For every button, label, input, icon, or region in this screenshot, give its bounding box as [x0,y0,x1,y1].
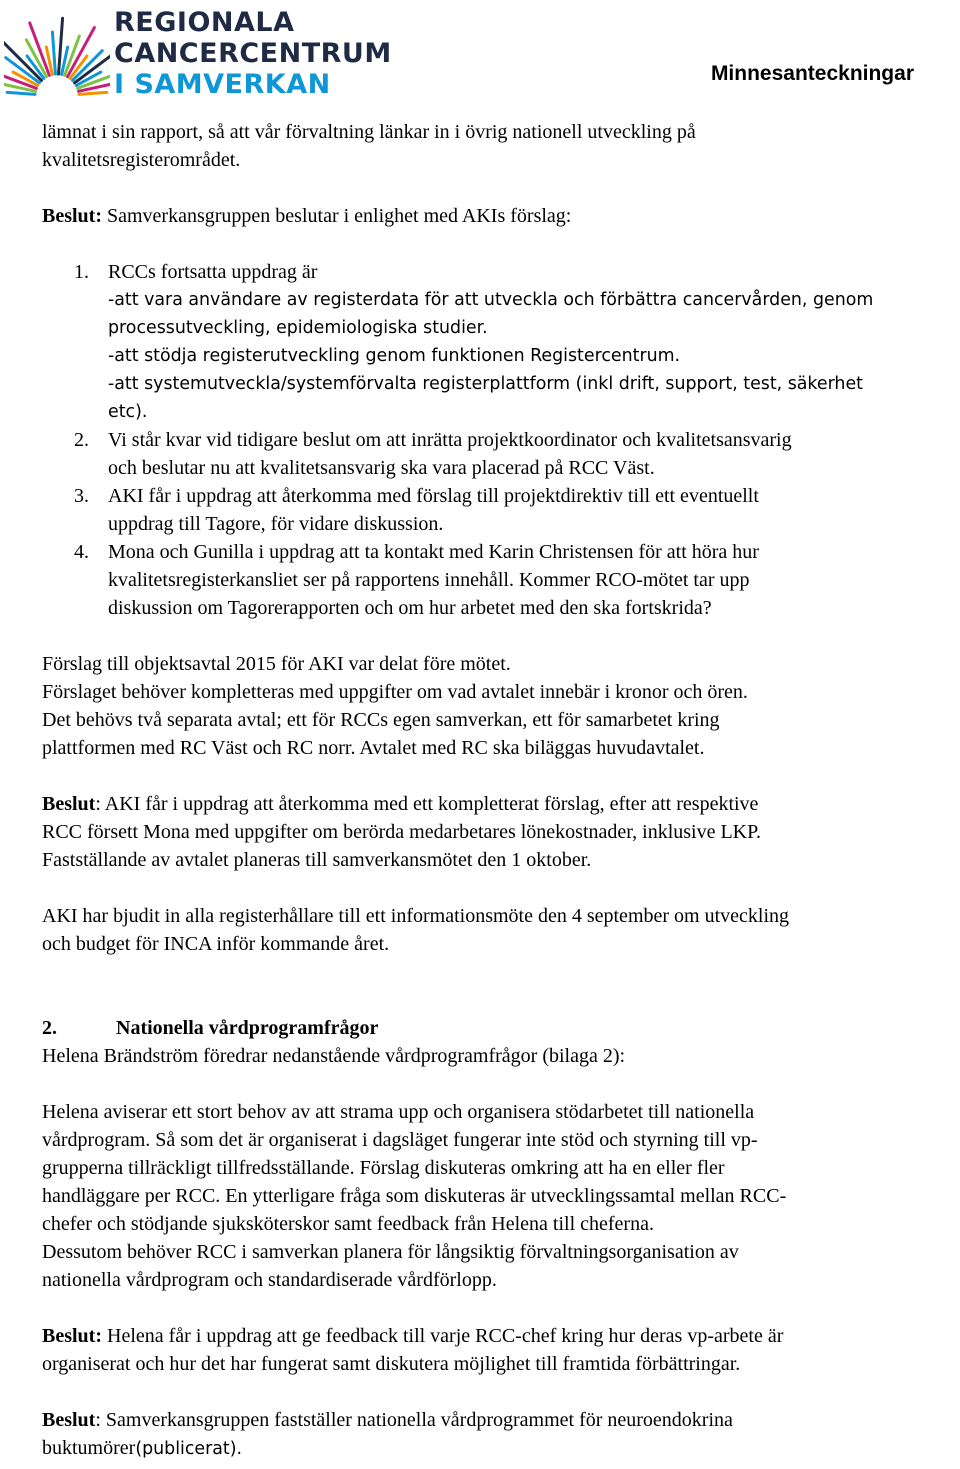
logo-wordmark [114,7,392,100]
logo-mark-icon [4,4,110,96]
list-line: Vi står kvar vid tidigare beslut om att inrätta projektkoordinator och kvalitetsansvarig [108,429,792,451]
logo-line-2: CANCERCENTRUM [114,38,392,69]
helena-line-2: vårdprogram. Så som det är organiserat i dagsläget fungerar inte stöd och styrning till vp- [42,1129,758,1151]
decision-list [42,258,956,622]
intro-line-1: lämnat i sin rapport, så att vår förvaltning länkar in i övrig nationell utveckling på [42,121,696,143]
beslut-text: Samverkansgruppen beslutar i enlighet med AKIs förslag: [102,205,572,227]
logo-ray [7,92,35,94]
list-line: Mona och Gunilla i uppdrag att ta kontakt med Karin Christensen för att höra hur [108,541,759,563]
list-number: 2. [74,429,89,451]
beslut-text: : AKI får i uppdrag att återkomma med ett kompletterat förslag, efter att respektive [95,793,759,815]
list-line: diskussion om Tagorerapporten och om hur arbetet med den ska fortskrida? [108,597,712,619]
logo-ray [79,92,107,94]
logo-line-3: I SAMVERKAN [114,69,331,100]
beslut-text: : Samverkansgruppen fastställer nationella vårdprogrammet för neuroendokrina [95,1409,733,1431]
list-line: uppdrag till Tagore, för vidare diskussion. [108,513,444,535]
beslut-label: Beslut: [42,205,102,227]
aki-line-1: AKI har bjudit in alla registerhållare till ett informationsmöte den 4 september om utveckling [42,905,790,927]
logo-ray [52,32,55,74]
list-item [42,482,956,538]
list-line: -att systemutveckla/systemförvalta registerplattform (inkl drift, support, test, säkerhet [108,374,863,394]
beslut-4-line-2 [42,1434,956,1463]
list-item [42,258,956,426]
beslut-4-term: buktumörer [42,1437,136,1459]
beslut-paragraph-2 [42,790,956,818]
beslut-label: Beslut [42,1409,96,1431]
beslut-paragraph-1 [42,202,956,230]
helena-line-7: nationella vårdprogram och standardiserade vårdförlopp. [42,1269,497,1291]
section-title: Nationella vårdprogramfrågor [116,1017,379,1039]
section-number: 2. [42,1017,57,1039]
beslut-label: Beslut [42,793,96,815]
list-number: 3. [74,485,89,507]
list-number: 4. [74,541,89,563]
list-line: och beslutar nu att kvalitetsansvarig ska vara placerad på RCC Väst. [108,457,655,479]
list-line: -att vara användare av registerdata för att utveckla och förbättra cancervården, genom [108,290,874,310]
list-number: 1. [74,261,89,283]
beslut-paragraph-4 [42,1406,956,1434]
helena-line-1: Helena aviserar ett stort behov av att strama upp och organisera stödarbetet till nationella [42,1101,755,1123]
section-intro: Helena Brändström föredrar nedanstående vårdprogramfrågor (bilaga 2): [42,1045,626,1067]
list-line: processutveckling, epidemiologiska studier. [108,318,488,338]
list-item [42,538,956,622]
forslag-line-2: Förslaget behöver kompletteras med uppgifter om vad avtalet innebär i kronor och ören. [42,681,748,703]
forslag-line-1: Förslag till objektsavtal 2015 för AKI var delat före mötet. [42,653,511,675]
list-line: RCCs fortsatta uppdrag är [108,261,318,283]
aki-line-2: och budget för INCA inför kommande året. [42,933,390,955]
forslag-line-3: Det behövs två separata avtal; ett för RCCs egen samverkan, ett för samarbetet kring [42,709,720,731]
list-line: kvalitetsregisterkansliet ser på rapportens innehåll. Kommer RCO-mötet tar upp [108,569,750,591]
forslag-line-4: plattformen med RC Väst och RC norr. Avtalet med RC ska biläggas huvudavtalet. [42,737,705,759]
helena-line-4: handläggare per RCC. En ytterligare fråga som diskuteras är utvecklingssamtal mellan RCC- [42,1185,787,1207]
rcc-logo [4,4,392,100]
beslut-4-status: (publicerat). [135,1439,243,1459]
logo-line-1: REGIONALA [114,7,295,38]
helena-line-5: chefer och stödjande sjuksköterskor samt feedback från Helena till cheferna. [42,1213,654,1235]
intro-line-2: kvalitetsregisterområdet. [42,149,241,171]
beslut-2-line-2: RCC försett Mona med uppgifter om berörda medarbetares lönekostnader, inklusive LKP. [42,821,762,843]
section-heading [42,1014,956,1042]
list-line: AKI får i uppdrag att återkomma med förslag till projektdirektiv till ett eventuellt [108,485,759,507]
beslut-paragraph-3 [42,1322,956,1350]
helena-line-6: Dessutom behöver RCC i samverkan planera för långsiktig förvaltningsorganisation av [42,1241,739,1263]
list-line: -att stödja registerutveckling genom funktionen Registercentrum. [108,346,681,366]
beslut-label: Beslut: [42,1325,102,1347]
beslut-3-line-2: organiserat och hur det har fungerat samt diskutera möjlighet till framtida förbättringar. [42,1353,741,1375]
list-line: etc). [108,402,148,422]
helena-line-3: grupperna tillräckligt tillfredsställande. Förslag diskuteras omkring att ha en eller fler [42,1157,725,1179]
header-title: Minnesanteckningar [710,62,914,85]
document-body [42,118,956,1463]
beslut-text: Helena får i uppdrag att ge feedback till varje RCC-chef kring hur deras vp-arbete är [102,1325,784,1347]
beslut-2-line-3: Fastställande av avtalet planeras till samverkansmötet den 1 oktober. [42,849,592,871]
logo-ray [59,18,63,74]
list-item [42,426,956,482]
